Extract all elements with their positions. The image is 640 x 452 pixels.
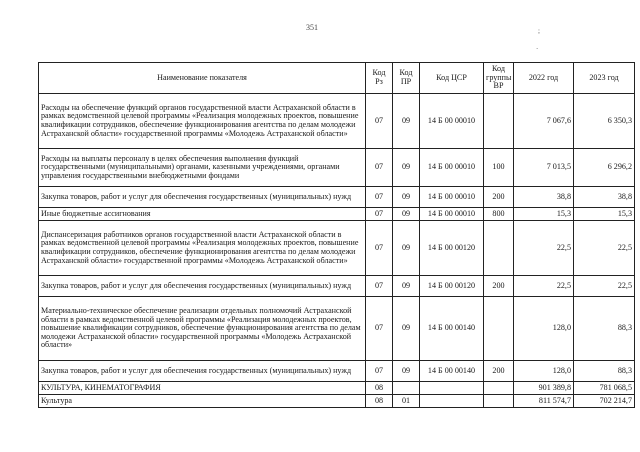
row-pr: 09 bbox=[393, 221, 420, 276]
row-2023: 22,5 bbox=[574, 276, 635, 297]
row-2023: 88,3 bbox=[574, 361, 635, 382]
header-rz: Код Рз bbox=[366, 63, 393, 94]
row-2022: 901 389,8 bbox=[514, 382, 574, 395]
row-name: Расходы на выплаты персоналу в целях обеспечения выполнения функций государственными (муниципальными) органами, казенными учреждениями, органами управления государственными внебюджетными фондами bbox=[39, 149, 366, 187]
header-2022: 2022 год bbox=[514, 63, 574, 94]
row-vr bbox=[484, 297, 514, 361]
row-2022: 7 013,5 bbox=[514, 149, 574, 187]
row-pr: 09 bbox=[393, 94, 420, 149]
row-csr: 14 Б 00 00140 bbox=[420, 297, 484, 361]
budget-table bbox=[38, 62, 635, 408]
row-rz: 07 bbox=[366, 187, 393, 208]
table-header-row bbox=[39, 63, 635, 94]
table-row bbox=[39, 297, 635, 361]
row-2022: 128,0 bbox=[514, 361, 574, 382]
row-vr: 200 bbox=[484, 276, 514, 297]
row-2022: 22,5 bbox=[514, 276, 574, 297]
row-pr bbox=[393, 382, 420, 395]
row-rz: 07 bbox=[366, 297, 393, 361]
row-pr: 09 bbox=[393, 187, 420, 208]
row-rz: 07 bbox=[366, 361, 393, 382]
table-row bbox=[39, 276, 635, 297]
page-number: 351 bbox=[306, 23, 318, 32]
table-row bbox=[39, 94, 635, 149]
header-2023: 2023 год bbox=[574, 63, 635, 94]
row-2022: 22,5 bbox=[514, 221, 574, 276]
row-2023: 15,3 bbox=[574, 208, 635, 221]
row-name: Материально-техническое обеспечение реализации отдельных полномочий Астраханской области в рамках ведомственной целевой программы «Реализация молодежных проектов, повышение квалификации сотрудников, обеспечение функционирования агентства по делам молодежи Астраханской области» государственной программы «Молодежь Астраханской области» bbox=[39, 297, 366, 361]
row-2023: 781 068,5 bbox=[574, 382, 635, 395]
row-pr: 09 bbox=[393, 297, 420, 361]
row-pr: 09 bbox=[393, 208, 420, 221]
row-2023: 6 350,3 bbox=[574, 94, 635, 149]
row-name: Культура bbox=[39, 395, 366, 408]
row-2023: 702 214,7 bbox=[574, 395, 635, 408]
row-2022: 811 574,7 bbox=[514, 395, 574, 408]
header-vr: Код группы ВР bbox=[484, 63, 514, 94]
row-2023: 38,8 bbox=[574, 187, 635, 208]
row-name: Иные бюджетные ассигнования bbox=[39, 208, 366, 221]
row-csr: 14 Б 00 00010 bbox=[420, 149, 484, 187]
margin-mark: ; bbox=[538, 27, 540, 35]
row-name: КУЛЬТУРА, КИНЕМАТОГРАФИЯ bbox=[39, 382, 366, 395]
row-name: Закупка товаров, работ и услуг для обеспечения государственных (муниципальных) нужд bbox=[39, 187, 366, 208]
row-vr: 800 bbox=[484, 208, 514, 221]
row-vr bbox=[484, 395, 514, 408]
row-vr: 200 bbox=[484, 361, 514, 382]
table-row bbox=[39, 208, 635, 221]
row-vr bbox=[484, 221, 514, 276]
row-csr: 14 Б 00 00010 bbox=[420, 187, 484, 208]
row-name: Расходы на обеспечение функций органов государственной власти Астраханской области в рамках ведомственной целевой программы «Реализация молодежных проектов, повышение квалификации сотрудников, обеспечение функционирования агентства по делам молодежи Астраханской области» государственной программы «Молодежь Астраханской области» bbox=[39, 94, 366, 149]
row-csr bbox=[420, 382, 484, 395]
row-pr: 09 bbox=[393, 361, 420, 382]
table-row bbox=[39, 187, 635, 208]
row-name: Закупка товаров, работ и услуг для обеспечения государственных (муниципальных) нужд bbox=[39, 361, 366, 382]
row-csr bbox=[420, 395, 484, 408]
row-vr: 200 bbox=[484, 187, 514, 208]
row-2022: 15,3 bbox=[514, 208, 574, 221]
row-2023: 88,3 bbox=[574, 297, 635, 361]
row-2023: 22,5 bbox=[574, 221, 635, 276]
row-pr: 09 bbox=[393, 149, 420, 187]
row-name: Диспансеризация работников органов государственной власти Астраханской области в рамках ведомственной целевой программы «Реализация молодежных проектов, повышение квалификации сотрудников, обеспечение функционирования агентства по делам молодежи Астраханской области» государственной программы «Молодежь Астраханской области» bbox=[39, 221, 366, 276]
row-vr bbox=[484, 382, 514, 395]
row-csr: 14 Б 00 00120 bbox=[420, 276, 484, 297]
row-csr: 14 Б 00 00120 bbox=[420, 221, 484, 276]
margin-mark: ` bbox=[536, 47, 539, 55]
row-csr: 14 Б 00 00010 bbox=[420, 94, 484, 149]
row-pr: 09 bbox=[393, 276, 420, 297]
header-csr: Код ЦСР bbox=[420, 63, 484, 94]
row-csr: 14 Б 00 00140 bbox=[420, 361, 484, 382]
row-rz: 07 bbox=[366, 94, 393, 149]
table-row bbox=[39, 361, 635, 382]
header-pr: Код ПР bbox=[393, 63, 420, 94]
row-2022: 7 067,6 bbox=[514, 94, 574, 149]
row-pr: 01 bbox=[393, 395, 420, 408]
row-rz: 08 bbox=[366, 382, 393, 395]
row-csr: 14 Б 00 00010 bbox=[420, 208, 484, 221]
table-row bbox=[39, 395, 635, 408]
table-row bbox=[39, 221, 635, 276]
row-rz: 07 bbox=[366, 221, 393, 276]
row-name: Закупка товаров, работ и услуг для обеспечения государственных (муниципальных) нужд bbox=[39, 276, 366, 297]
row-rz: 07 bbox=[366, 208, 393, 221]
row-2023: 6 296,2 bbox=[574, 149, 635, 187]
row-2022: 128,0 bbox=[514, 297, 574, 361]
row-rz: 07 bbox=[366, 276, 393, 297]
row-rz: 07 bbox=[366, 149, 393, 187]
row-rz: 08 bbox=[366, 395, 393, 408]
header-name: Наименование показателя bbox=[39, 63, 366, 94]
row-vr bbox=[484, 94, 514, 149]
row-vr: 100 bbox=[484, 149, 514, 187]
table-row bbox=[39, 149, 635, 187]
row-2022: 38,8 bbox=[514, 187, 574, 208]
table-row bbox=[39, 382, 635, 395]
